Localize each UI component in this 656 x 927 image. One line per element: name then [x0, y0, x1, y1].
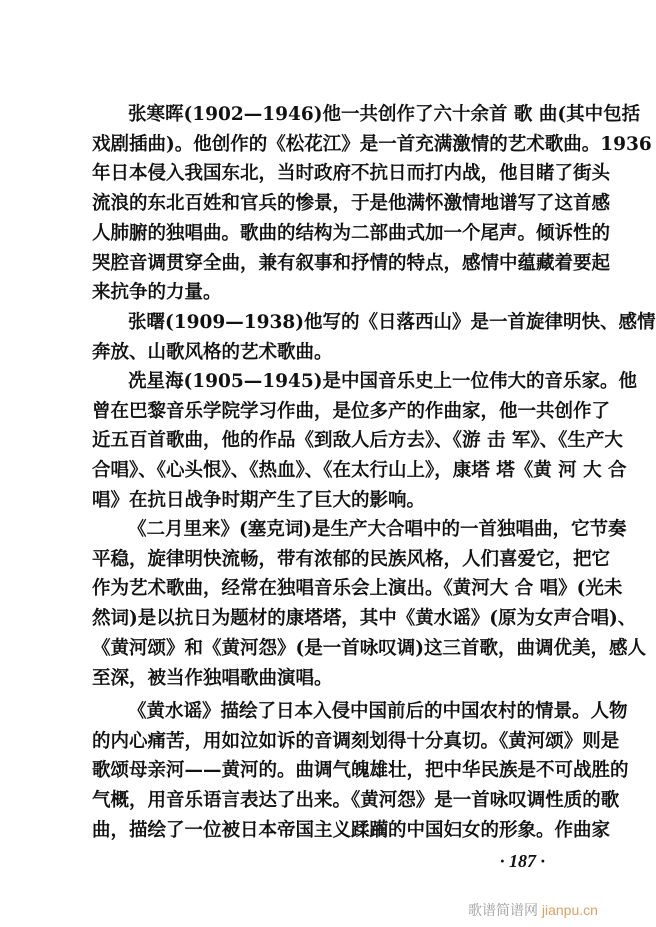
paragraph-4-line: 《二月里来》(塞克词)是生产大合唱中的一首独唱曲，它节奏 [128, 519, 627, 540]
paragraph-5-line: 《黄水谣》描绘了日本入侵中国前后的中国农村的情景。人物 [128, 701, 628, 722]
paragraph-1-line: 人肺腑的独唱曲。歌曲的结构为二部曲式加一个尾声。倾诉性的 [92, 222, 611, 244]
paragraph-5-line: 的内心痛苦，用如泣如诉的音调刻划得十分真切。《黄河颂》则是 [92, 730, 620, 752]
paragraph-1-line: 来抗争的力量。 [92, 282, 222, 304]
paragraph-3-line: 冼星海(1905—1945)是中国音乐史上一位伟大的音乐家。他 [128, 371, 637, 392]
page-number: · 187 · [500, 851, 545, 871]
paragraph-1-line: 年日本侵入我国东北，当时政府不抗日而打内战，他目睹了街头 [92, 163, 611, 185]
paragraph-4-line: 然词)是以抗日为题材的康塔塔，其中《黄水谣》(原为女声合唱)、 [92, 608, 637, 630]
paragraph-4-line: 平稳，旋律明快流畅，带有浓郁的民族风格，人们喜爱它，把它 [92, 548, 611, 570]
watermark-url: jianpu.cn [541, 902, 598, 918]
paragraph-1-line: 哭腔音调贯穿全曲，兼有叙事和抒情的特点，感情中蕴藏着要起 [92, 252, 611, 274]
paragraph-3-line: 合唱》、《心头恨》、《热血》、《在太行山上》，康塔 塔《黄 河 大 合 [92, 460, 627, 482]
paragraph-4-line: 作为艺术歌曲，经常在独唱音乐会上演出。《黄河大 合 唱》(光未 [92, 578, 623, 600]
paragraph-4-line: 《黄河颂》和《黄河怨》(是一首咏叹调)这三首歌，曲调优美，感人 [92, 637, 647, 659]
paragraph-2-line: 张曙(1909—1938)他写的《日落西山》是一首旋律明快、感情 [128, 312, 656, 333]
paragraph-3-line: 近五百首歌曲，他的作品《到敌人后方去》、《游 击 军》、《生产大 [92, 430, 623, 452]
paragraph-2-line: 奔放、山歌风格的艺术歌曲。 [92, 341, 333, 363]
paragraph-1-line: 流浪的东北百姓和官兵的惨景，于是他满怀激情地谱写了这首感 [92, 193, 611, 215]
watermark [468, 900, 598, 920]
paragraph-5-line: 曲，描绘了一位被日本帝国主义蹂躏的中国妇女的形象。作曲家 [92, 819, 611, 841]
paragraph-4-line: 至深，被当作独唱歌曲演唱。 [92, 667, 333, 689]
paragraph-3-line: 唱》在抗日战争时期产生了巨大的影响。 [92, 489, 426, 511]
paragraph-5-line: 气概，用音乐语言表达了出来。《黄河怨》是一首咏叹调性质的歌 [92, 790, 620, 812]
paragraph-1-line: 张寒晖(1902—1946)他一共创作了六十余首 歌 曲(其中包括 [128, 104, 641, 125]
paragraph-3-line: 曾在巴黎音乐学院学习作曲，是位多产的作曲家，他一共创作了 [92, 400, 611, 422]
paragraph-1-line: 戏剧插曲)。他创作的《松花江》是一首充满激情的艺术歌曲。1936 [92, 133, 652, 155]
watermark-cn: 歌谱简谱网 [468, 902, 538, 918]
paragraph-5-line: 歌颂母亲河——黄河的。曲调气魄雄壮，把中华民族是不可战胜的 [92, 760, 629, 782]
